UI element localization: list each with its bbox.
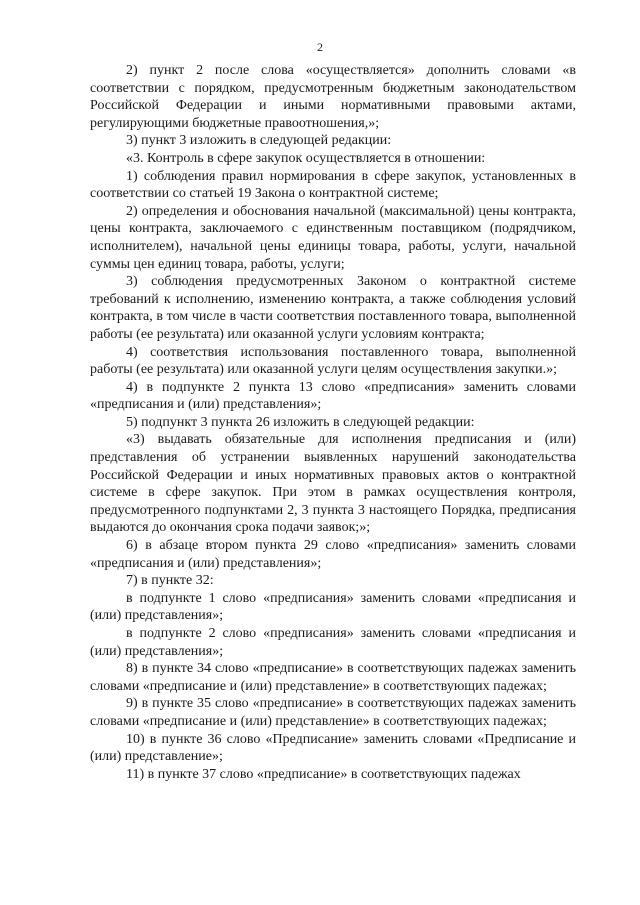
paragraph: «3. Контроль в сфере закупок осуществляется в отношении: bbox=[126, 150, 486, 166]
page-number: 2 bbox=[317, 40, 323, 54]
paragraph: 2) определения и обоснования начальной (максимальной) цены контракта, цены контракта, заключаемого с единственным поставщиком (подрядчиком, исполнителем), начальной цены единицы товара, работы, услуги, начальной суммы цен единиц товара, работы, услуги; bbox=[90, 203, 576, 272]
paragraph: 10) в пункте 36 слово «Предписание» заменить словами «Предписание и (или) представление»; bbox=[90, 731, 576, 765]
document-body bbox=[90, 62, 576, 783]
paragraph: в подпункте 2 слово «предписания» заменить словами «предписания и (или) представления»; bbox=[90, 626, 576, 659]
paragraph: 9) в пункте 35 слово «предписание» в соответствующих падежах заменить словами «предписание и (или) представление» в соответствующих падежах; bbox=[90, 696, 576, 729]
paragraph: 11) в пункте 37 слово «предписание» в соответствующих падежах bbox=[126, 766, 521, 782]
paragraph: 7) в пункте 32: bbox=[126, 573, 214, 589]
paragraph: 6) в абзаце втором пункта 29 слово «предписания» заменить словами «предписания и (или) представления»; bbox=[90, 538, 576, 571]
paragraph: 5) подпункт 3 пункта 26 изложить в следующей редакции: bbox=[126, 414, 475, 430]
paragraph: 3) соблюдения предусмотренных Законом о контрактной системе требований к исполнению, изменению контракта, а также соблюдения условий контракта, в том числе в части соответствия поставленного товара, выполненной работы (ее результата) или оказанной услуги условиям контракта; bbox=[90, 274, 576, 342]
paragraph: 1) соблюдения правил нормирования в сфере закупок, установленных в соответствии со статьей 19 Закона о контрактной системе; bbox=[90, 168, 576, 202]
paragraph: 3) пункт 3 изложить в следующей редакции: bbox=[126, 133, 392, 149]
paragraph: «3) выдавать обязательные для исполнения предписания и (или) представления об устранении выявленных нарушений законодательства Российской Федерации и иных нормативных правовых актов о контрактной системе в сфере закупок. При этом в рамках осуществления контроля, предусмотренного подпунктами 2, 3 пункта 3 настоящего Порядка, предписания выдаются до окончания срока подачи заявок;»; bbox=[90, 432, 576, 536]
paragraph: 8) в пункте 34 слово «предписание» в соответствующих падежах заменить словами «предписание и (или) представление» в соответствующих падежах; bbox=[90, 661, 576, 694]
paragraph: в подпункте 1 слово «предписания» заменить словами «предписания и (или) представления»; bbox=[90, 590, 576, 624]
paragraph: 4) соответствия использования поставленного товара, выполненной работы (ее результата) или оказанной услуги целям осуществления закупки.»; bbox=[90, 344, 576, 378]
paragraph: 2) пункт 2 после слова «осуществляется» дополнить словами «в соответствии с порядком, предусмотренным бюджетным законодательством Российской Федерации и иными нормативными правовыми актами, регулирующими бюджетные правоотношения,»; bbox=[90, 63, 576, 131]
paragraph: 4) в подпункте 2 пункта 13 слово «предписания» заменить словами «предписания и (или) представления»; bbox=[90, 379, 576, 413]
